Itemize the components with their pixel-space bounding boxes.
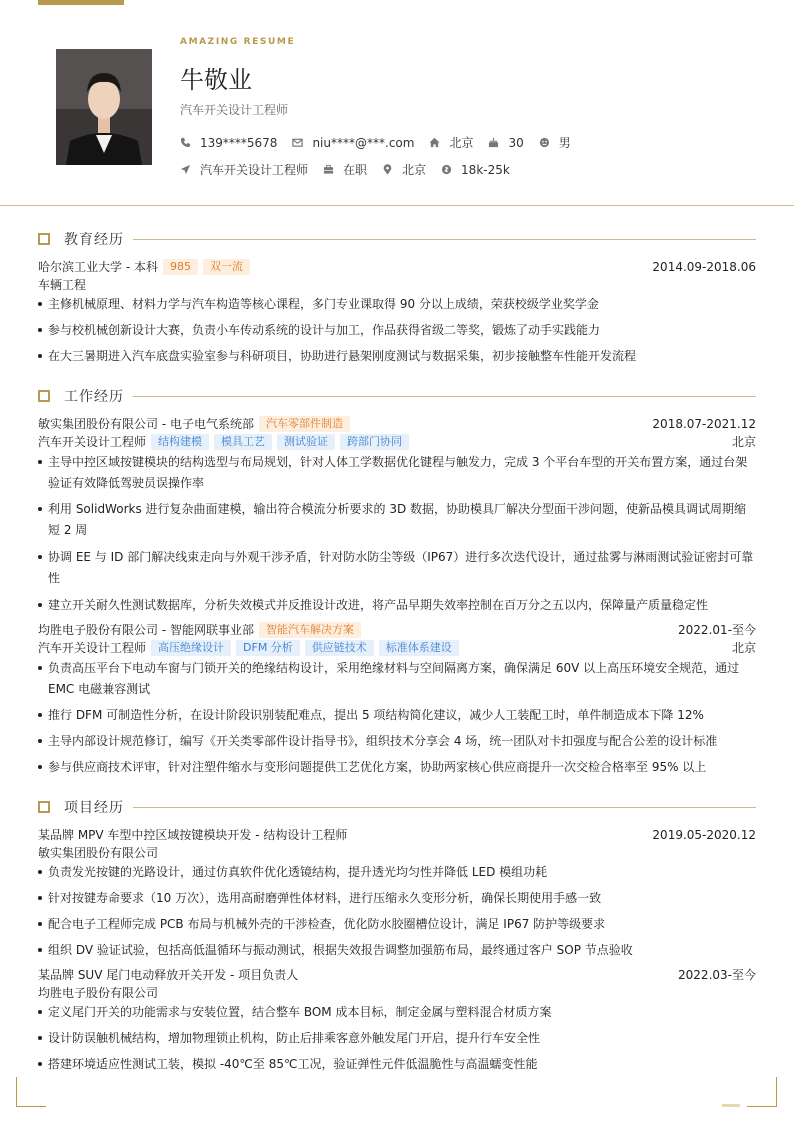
skill-tag: 标准体系建设: [379, 640, 459, 656]
job-date: 2022.01-至今: [678, 623, 756, 637]
section-marker-icon: [38, 390, 50, 402]
job-bullet: 推行 DFM 可制造性分析，在设计阶段识别装配难点，提出 5 项结构简化建议，减少人工装配工时，单件制造成本下降 12%: [38, 705, 756, 726]
skill-tag: 跨部门协同: [340, 434, 409, 450]
resume-tagline: AMAZING RESUME: [180, 37, 296, 47]
job-city: 北京: [731, 641, 756, 655]
salary-text: 18k-25k: [461, 162, 510, 177]
school-tag: 985: [163, 259, 198, 275]
project-date: 2022.03-至今: [678, 968, 756, 982]
section-divider: [133, 807, 756, 808]
portrait-image: [56, 49, 152, 165]
job-intent-row: [180, 161, 525, 178]
major-name: 车辆工程: [38, 278, 87, 292]
project-bullet: 针对按键寿命要求（10 万次），选用高耐磨弹性体材料，进行压缩永久变形分析，确保长期使用手感一致: [38, 888, 756, 909]
skill-tag: 供应链技术: [305, 640, 374, 656]
project-company: 敏实集团股份有限公司: [38, 846, 159, 860]
job-bullet: 利用 SolidWorks 进行复杂曲面建模，输出符合模流分析要求的 3D 数据，协助模具厂解决分型面干涉问题，使新品模具调试周期缩短 2 周: [38, 499, 756, 541]
job-title: 汽车开关设计工程师: [180, 103, 289, 117]
section-marker-icon: [38, 233, 50, 245]
email-text: niu****@***.com: [312, 135, 415, 150]
school-name: 哈尔滨工业大学 - 本科: [38, 260, 158, 274]
intended-position-text: 汽车开关设计工程师: [200, 163, 309, 177]
education-section-title: 教育经历: [64, 232, 124, 248]
residence-item: [429, 134, 473, 151]
job-position-row: [38, 639, 756, 656]
skill-tag: 高压绝缘设计: [151, 640, 231, 656]
job-bullet: 参与供应商技术评审，针对注塑件缩水与变形问题提供工艺优化方案，协助两家核心供应商提升一次交检合格率至 95% 以上: [38, 757, 756, 778]
project-date: 2019.05-2020.12: [652, 827, 756, 842]
work-section-title: 工作经历: [64, 389, 124, 405]
page-corner-decoration: [16, 1077, 46, 1107]
salary-icon: [441, 164, 452, 175]
project-section-title: 项目经历: [64, 800, 124, 816]
company-name: 敏实集团股份有限公司 - 电子电气系统部: [38, 417, 254, 431]
project-name: 某品牌 MPV 车型中控区域按键模块开发 - 结构设计工程师: [38, 828, 348, 842]
project-bullet: 配合电子工程师完成 PCB 布局与机械外壳的干涉检查，优化防水胶圈槽位设计，满足 IP67 防护等级要求: [38, 914, 756, 935]
section-marker-icon: [38, 801, 50, 813]
section-divider: [133, 239, 756, 240]
position-name: 汽车开关设计工程师: [38, 435, 147, 449]
project-bullet: 定义尾门开关的功能需求与安装位置，结合整车 BOM 成本目标，制定金属与塑料混合材质方案: [38, 1002, 756, 1023]
footer-accent-mark: [722, 1104, 740, 1107]
major-row: [38, 276, 756, 293]
project-header-row: [38, 826, 756, 843]
skill-tag: DFM 分析: [236, 640, 300, 656]
project-section-header: [38, 799, 756, 815]
residence-text: 北京: [449, 136, 474, 150]
resume-header: [0, 0, 794, 206]
industry-tag: 汽车零部件制造: [259, 416, 350, 432]
gender-item: [539, 134, 571, 151]
phone-item: [180, 136, 277, 150]
school-tag: 双一流: [203, 259, 250, 275]
location-pin-icon: [382, 164, 393, 175]
education-section-header: [38, 231, 756, 247]
mail-icon: [292, 137, 303, 148]
education-bullet: 在大三暑期进入汽车底盘实验室参与科研项目，协助进行悬架刚度测试与数据采集，初步接触整车性能开发流程: [38, 346, 756, 367]
job-bullet: 主导中控区域按键模块的结构选型与布局规划，针对人体工学数据优化键程与触发力，完成 3 个平台车型的开关布置方案，通过台架验证有效降低驾驶员误操作率: [38, 452, 756, 494]
candidate-name: 牛敬业: [180, 66, 252, 94]
education-bullet: 参与校机械创新设计大赛，负责小车传动系统的设计与加工，作品获得省级二等奖，锻炼了动手实践能力: [38, 320, 756, 341]
project-bullet: 设计防误触机械结构，增加物理锁止机构，防止后排乘客意外触发尾门开启，提升行车安全性: [38, 1028, 756, 1049]
project-company-row: [38, 844, 756, 861]
skill-tag: 结构建模: [151, 434, 209, 450]
project-name: 某品牌 SUV 尾门电动释放开关开发 - 项目负责人: [38, 968, 299, 982]
project-company: 均胜电子股份有限公司: [38, 986, 159, 1000]
job-header-row: [38, 621, 756, 638]
gender-text: 男: [558, 136, 571, 150]
send-icon: [180, 164, 191, 175]
job-bullet: 负责高压平台下电动车窗与门锁开关的绝缘结构设计，采用绝缘材料与空间隔离方案，确保满足 60V 以上高压环境安全规范，通过 EMC 电磁兼容测试: [38, 658, 756, 700]
cake-icon: [488, 137, 499, 148]
page-corner-decoration: [747, 1077, 777, 1107]
job-bullet: 建立开关耐久性测试数据库，分析失效模式并反推设计改进，将产品早期失效率控制在百万分之五以内，保障量产质量稳定性: [38, 595, 756, 616]
intended-position-item: [180, 161, 308, 178]
gender-icon: [539, 137, 550, 148]
education-date: 2014.09-2018.06: [652, 259, 756, 274]
skill-tag: 模具工艺: [214, 434, 272, 450]
home-icon: [429, 137, 440, 148]
skill-tag: 测试验证: [277, 434, 335, 450]
project-bullet: 搭建环境适应性测试工装，模拟 -40℃至 85℃工况，验证弹性元件低温脆性与高温蠕变性能: [38, 1054, 756, 1075]
job-header-row: [38, 415, 756, 432]
job-bullet: 主导内部设计规范修订，编写《开关类零部件设计指导书》，组织技术分享会 4 场，统一团队对卡扣强度与配合公差的设计标准: [38, 731, 756, 752]
project-company-row: [38, 984, 756, 1001]
age-text: 30: [508, 135, 524, 150]
position-name: 汽车开关设计工程师: [38, 641, 147, 655]
company-name: 均胜电子股份有限公司 - 智能网联事业部: [38, 623, 254, 637]
project-header-row: [38, 966, 756, 983]
education-entry: [38, 258, 756, 275]
industry-tag: 智能汽车解决方案: [259, 622, 361, 638]
work-status-text: 在职: [343, 163, 368, 177]
phone-text: 139****5678: [200, 135, 278, 150]
work-section-header: [38, 388, 756, 404]
email-item: [292, 136, 414, 150]
phone-icon: [180, 137, 191, 148]
intended-city-text: 北京: [402, 163, 427, 177]
salary-item: [441, 163, 510, 177]
job-date: 2018.07-2021.12: [652, 416, 756, 431]
avatar: [56, 49, 152, 165]
education-bullet: 主修机械原理、材料力学与汽车构造等核心课程，多门专业课取得 90 分以上成绩，荣获校级学业奖学金: [38, 294, 756, 315]
section-divider: [133, 396, 756, 397]
job-bullet: 协调 EE 与 ID 部门解决线束走向与外观干涉矛盾，针对防水防尘等级（IP67）进行多次迭代设计，通过盐雾与淋雨测试验证密封可靠性: [38, 547, 756, 589]
contact-info-row: [180, 134, 586, 151]
job-position-row: [38, 433, 756, 450]
age-item: [488, 136, 523, 150]
intended-city-item: [382, 161, 426, 178]
job-city: 北京: [731, 435, 756, 449]
briefcase-icon: [323, 164, 334, 175]
project-bullet: 负责发光按键的光路设计，通过仿真软件优化透镜结构，提升透光均匀性并降低 LED 模组功耗: [38, 862, 756, 883]
work-status-item: [323, 161, 367, 178]
project-bullet: 组织 DV 验证试验，包括高低温循环与振动测试，根据失效报告调整加强筋布局，最终通过客户 SOP 节点验收: [38, 940, 756, 961]
